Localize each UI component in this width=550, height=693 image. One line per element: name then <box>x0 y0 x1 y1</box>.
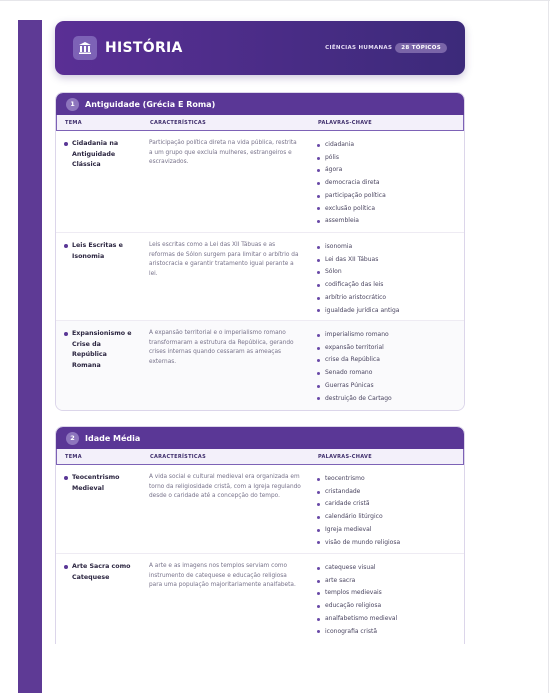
topic-cell <box>56 554 141 644</box>
keyword: imperialismo romano <box>317 329 456 342</box>
keyword: templos medievais <box>317 587 456 600</box>
keyword: arbítrio aristocrático <box>317 292 456 305</box>
keyword: caridade cristã <box>317 498 456 511</box>
table-row <box>56 131 464 233</box>
bullet-dot <box>64 332 68 336</box>
document-spine <box>18 20 42 693</box>
topic-name: Teocentrismo Medieval <box>72 474 120 492</box>
museum-icon <box>73 36 97 60</box>
features-cell: Participação política direta na vida pública, restrita a um grupo que excluía mulheres, estrangeiros e escravizados. <box>149 140 297 165</box>
features-cell: A vida social e cultural medieval era organizada em torno da religiosidade cristã, com a Igreja regulando desde o caridade até a concepção do tempo. <box>149 474 301 499</box>
keyword: Igreja medieval <box>317 524 456 537</box>
column-header-theme: TEMA <box>65 119 82 126</box>
keywords-cell <box>309 465 464 553</box>
keyword: democracia direta <box>317 177 456 190</box>
keyword: participação política <box>317 190 456 203</box>
topic-name: Leis Escritas e Isonomia <box>72 242 123 260</box>
column-header-keywords: PALAVRAS-CHAVE <box>318 119 372 126</box>
keyword: isonomia <box>317 241 456 254</box>
topic-cell <box>56 233 141 320</box>
keyword: calendário litúrgico <box>317 511 456 524</box>
topic-name: Arte Sacra como Catequese <box>72 563 131 581</box>
table-row <box>56 233 464 321</box>
bullet-dot <box>64 476 68 480</box>
column-header-theme: TEMA <box>65 453 82 460</box>
keywords-cell <box>309 131 464 232</box>
features-cell: Leis escritas como a Lei das XII Tábuas e as reformas de Sólon surgem para limitar o arbítrio da aristocracia e garantir tratamento igual perante a lei. <box>149 242 299 277</box>
keyword: Sólon <box>317 266 456 279</box>
page-right-border <box>548 0 549 693</box>
keyword: Senado romano <box>317 367 456 380</box>
section-header <box>56 427 464 449</box>
keyword: ágora <box>317 164 456 177</box>
column-header-row <box>56 449 464 465</box>
header-meta <box>325 43 447 53</box>
topic-name: Cidadania na Antiguidade Clássica <box>72 140 119 168</box>
keyword: igualdade jurídica antiga <box>317 305 456 318</box>
column-header-row <box>56 115 464 131</box>
section-title: Antiguidade (Grécia E Roma) <box>85 99 216 109</box>
page-title: HISTÓRIA <box>105 40 183 56</box>
keyword: catequese visual <box>317 562 456 575</box>
table-row <box>56 465 464 554</box>
keyword: iconografia cristã <box>317 626 456 639</box>
bullet-dot <box>64 565 68 569</box>
keyword: crise da República <box>317 354 456 367</box>
features-cell: A expansão territorial e o imperialismo romano transformaram a estrutura da República, gerando crises internas quando cessaram as ameaças externas. <box>149 330 294 365</box>
keyword: educação religiosa <box>317 600 456 613</box>
section-card-antiguidade <box>55 92 465 411</box>
keyword: Guerras Púnicas <box>317 380 456 393</box>
keyword: codificação das leis <box>317 279 456 292</box>
section-header <box>56 93 464 115</box>
section-title: Idade Média <box>85 433 141 443</box>
section-number: 1 <box>66 98 79 111</box>
bullet-dot <box>64 142 68 146</box>
keywords-cell <box>309 233 464 320</box>
topics-badge: 28 TÓPICOS <box>395 43 447 53</box>
topic-cell <box>56 321 141 410</box>
keyword: cidadania <box>317 139 456 152</box>
topic-name: Expansionismo e Crise da República Romana <box>72 330 132 369</box>
keyword: expansão territorial <box>317 342 456 355</box>
keyword: pólis <box>317 152 456 165</box>
keyword: cristandade <box>317 486 456 499</box>
bullet-dot <box>64 244 68 248</box>
keywords-cell <box>309 321 464 410</box>
column-header-keywords: PALAVRAS-CHAVE <box>318 453 372 460</box>
table-row <box>56 321 464 410</box>
keywords-cell <box>309 554 464 644</box>
features-cell: A arte e as imagens nos templos serviam como instrumento de catequese e educação religiosa para uma população majoritariamente analfabeta. <box>149 563 296 588</box>
keyword: destruição de Cartago <box>317 393 456 406</box>
column-header-features: CARACTERÍSTICAS <box>150 453 206 460</box>
keyword: teocentrismo <box>317 473 456 486</box>
keyword: Lei das XII Tábuas <box>317 254 456 267</box>
keyword: arte sacra <box>317 575 456 588</box>
subject-header <box>55 21 465 75</box>
section-card-idade-media <box>55 426 465 644</box>
keyword: analfabetismo medieval <box>317 613 456 626</box>
table-row <box>56 554 464 644</box>
topic-cell <box>56 131 141 232</box>
topic-cell <box>56 465 141 553</box>
keyword: visão de mundo religiosa <box>317 537 456 550</box>
keyword: assembleia <box>317 215 456 228</box>
keyword: exclusão política <box>317 203 456 216</box>
section-number: 2 <box>66 432 79 445</box>
column-header-features: CARACTERÍSTICAS <box>150 119 206 126</box>
subject-label: CIÊNCIAS HUMANAS <box>325 45 393 51</box>
page-top-border <box>0 0 550 1</box>
